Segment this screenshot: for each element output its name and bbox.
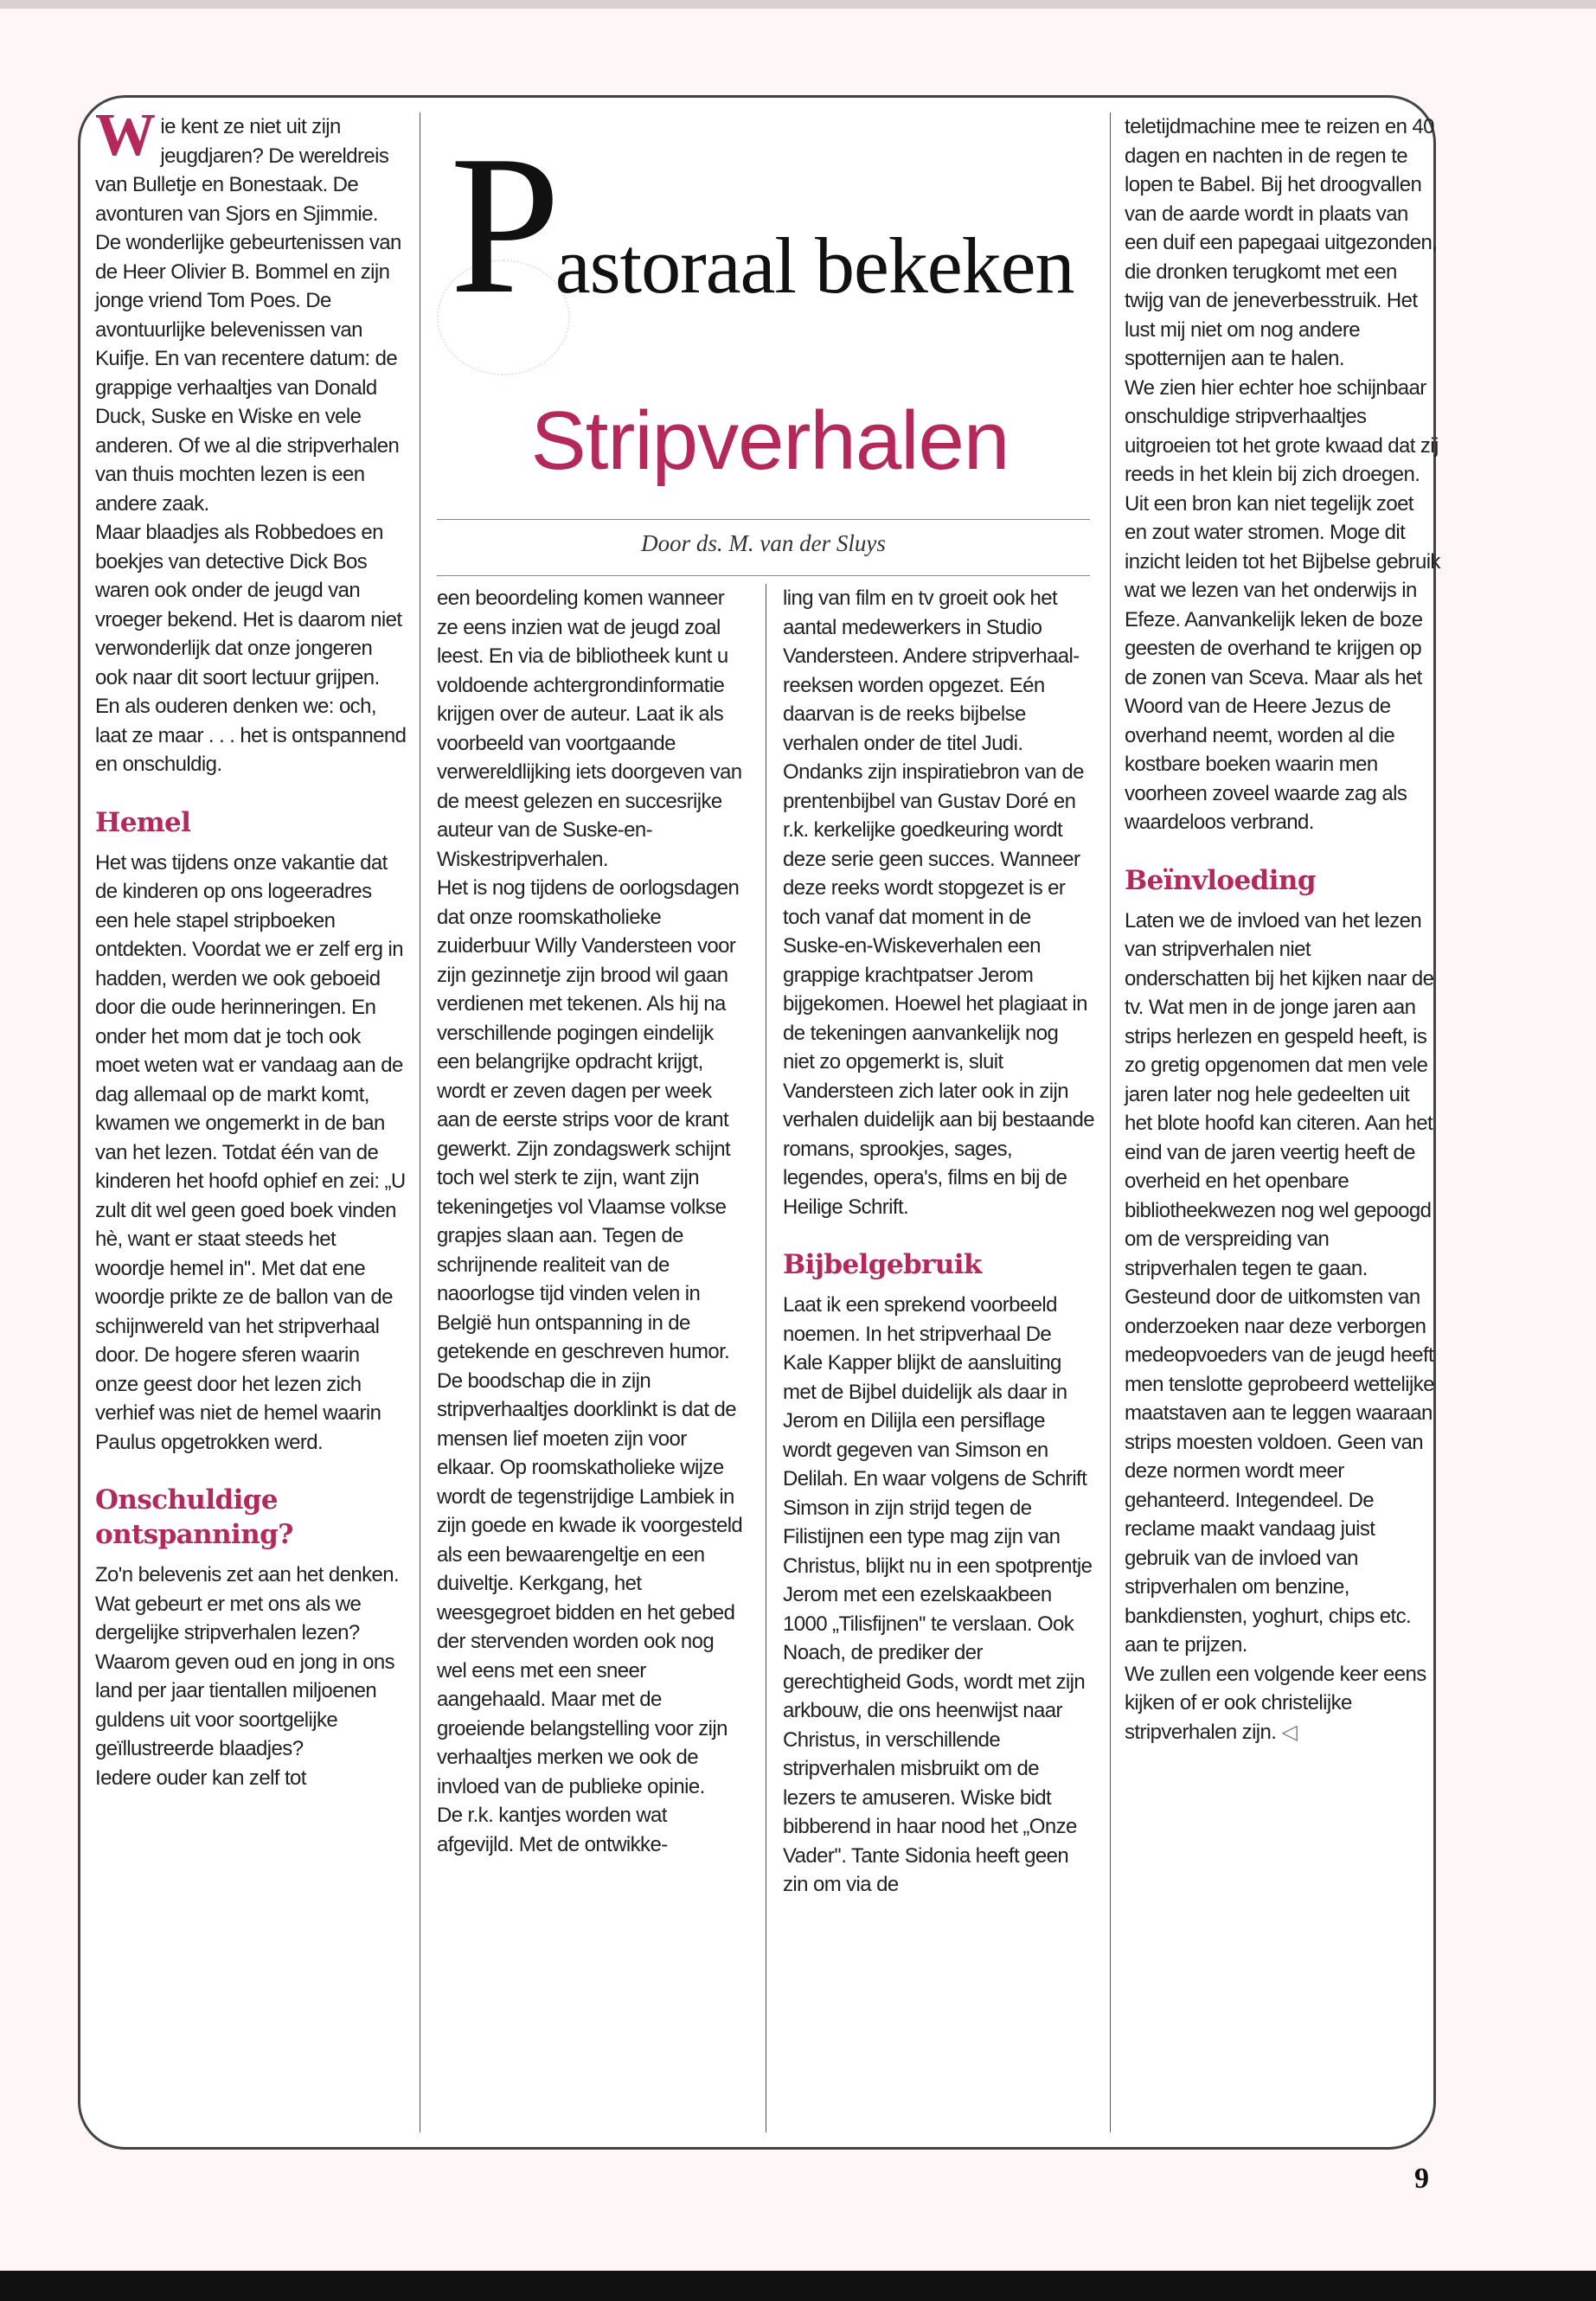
paragraph: De boodschap die in zijn stripverhaaltjes doorklinkt is dat de mensen lief moeten zijn voor elkaar. Op roomskatholieke wijze wordt de tegenstrijdige Lambiek in zijn goede en kwade ik voorgesteld als een bewaarengeltje en een duiveltje. Kerkgang, het weesgegroet bidden en het gebed der stervenden worden ook nog wel eens met een sneer aangehaald. Maar met de groeiende belangstelling voor zijn verhaaltjes merken we ook de invloed van de publieke opinie. bbox=[437, 1368, 743, 1798]
closing-text: We zullen een volgende keer eens kijken of er ook christelijke stripverhalen zijn. bbox=[1125, 1662, 1426, 1744]
paragraph bbox=[95, 102, 407, 518]
section-heading: Beïnvloeding bbox=[1125, 864, 1316, 896]
scan-top-edge bbox=[0, 0, 1596, 9]
paragraph: De r.k. kantjes worden wat afgevijld. Met de ontwikke- bbox=[437, 1804, 668, 1856]
paragraph: Iedere ouder kan zelf tot bbox=[95, 1766, 306, 1790]
byline-rule-top bbox=[437, 519, 1090, 520]
page-number: 9 bbox=[1414, 2163, 1429, 2195]
column-1 bbox=[95, 102, 407, 1792]
column-2 bbox=[437, 584, 748, 1859]
column-3 bbox=[783, 584, 1094, 1900]
drop-cap: W bbox=[95, 102, 156, 169]
column-divider bbox=[1110, 112, 1111, 2132]
end-mark-icon: ◁ bbox=[1281, 1720, 1298, 1744]
scan-bottom-edge bbox=[0, 2271, 1596, 2301]
masthead-text: astoraal bekeken bbox=[554, 221, 1074, 310]
paragraph: Zo'n belevenis zet aan het denken. Wat gebeurt er met ons als we dergelijke stripverhalen lezen? Waarom geven oud en jong in ons land per jaar tientallen miljoenen guldens uit voor soortgelijke geïllustreerde blaadjes? bbox=[95, 1563, 400, 1760]
byline: Door ds. M. van der Sluys bbox=[641, 530, 886, 556]
paragraph: Het is nog tijdens de oorlogsdagen dat onze roomskatholieke zuiderbuur Willy Vandersteen voor zijn gezinnetje zijn brood wil gaan verdienen met tekenen. Als hij na verschillende pogingen eindelijk een belangrijke opdracht krijgt, wordt er zeven dagen per week aan de eerste strips voor de krant gewerkt. Zijn zondagswerk schijnt toch wel sterk te zijn, want zijn tekeningetjes vol Vlaamse volkse grapjes slaan aan. Tegen de schrijnende realiteit van de naoorlogse tijd vinden velen in België hun ontspanning in de getekende en geschreven humor. bbox=[437, 876, 740, 1363]
paragraph: teletijdmachine mee te reizen en 40 dagen en nachten in de regen te lopen te Babel. Bij het droogvallen van de aarde wordt in plaats van een duif een papegaai uitgezonden, die dronken terugkomt met een twijg van de jeneverbesstruik. Het lust mij niet om nog andere spotternijen aan te halen. bbox=[1125, 115, 1438, 370]
paragraph: Laat ik een sprekend voorbeeld noemen. In het stripverhaal De Kale Kapper blijkt de aansluiting met de Bijbel duidelijk als daar in Jerom en Dilijla een persiflage wordt gegeven van Simson en Delilah. En waar volgens de Schrift Simson in zijn strijd tegen de Filistijnen een type mag zijn van Christus, blijkt nu in een spotprentje Jerom met een ezelskaakbeen 1000 „Tilisfijnen'' te verslaan. Ook Noach, de prediker der gerechtigheid Gods, wordt met zijn arkbouw, die ons heenwijst naar Christus, in verschillende stripverhalen misbruikt om de lezers te amuseren. Wiske bidt bibberend in haar nood het „Onze Vader''. Tante Sidonia heeft geen zin om via de bbox=[783, 1293, 1093, 1896]
intro-text: ie kent ze niet uit zijn jeugdjaren? De wereldreis van Bulletje en Bonestaak. De avonturen van Sjors en Sjimmie. De wonderlijke gebeurtenissen van de Heer Olivier B. Bommel en zijn jonge vriend Tom Poes. De avontuurlijke belevenissen van Kuifje. En van recentere datum: de grappige verhaaltjes van Donald Duck, Suske en Wiske en vele anderen. Of we al die stripverhalen van thuis mochten lezen is een andere zaak. bbox=[95, 115, 401, 516]
section-heading: Onschuldige ontspanning? bbox=[95, 1484, 293, 1550]
paragraph: Het was tijdens onze vakantie dat de kinderen op ons logeeradres een hele stapel stripboeken ontdekten. Voordat we er zelf erg in hadden, werden we ook geboeid door die oude herinneringen. En onder het mom dat je toch ook moet weten wat er vandaag aan de dag allemaal op de markt komt, kwamen we ongemerkt in de ban van het lezen. Totdat één van de kinderen het hoofd ophief en zei: „U zult dit wel geen goed boek vinden hè, want er staat steeds het woordje hemel in''. Met dat ene woordje prikte ze de ballon van de schijnwereld van het stripverhaal door. De hogere sferen waarin onze geest door het lezen zich verhief was niet de hemel waarin Paulus opgetrokken werd. bbox=[95, 850, 406, 1454]
masthead bbox=[450, 114, 1107, 335]
section-heading: Bijbelgebruik bbox=[783, 1249, 982, 1280]
paragraph: Maar blaadjes als Robbedoes en boekjes van detective Dick Bos waren ook onder de jeugd van vroeger bekend. Het is daarom niet verwonderlijk dat onze jongeren ook naar dit soort lectuur grijpen. En als ouderen denken we: och, laat ze maar . . . het is ontspannend en onschuldig. bbox=[95, 521, 407, 776]
column-4 bbox=[1125, 112, 1440, 1747]
paragraph: ling van film en tv groeit ook het aantal medewerkers in Studio Vandersteen. Andere stripverhaal-reeksen worden opgezet. Eén daarvan is de reeks bijbelse verhalen onder de titel Judi. Ondanks zijn inspiratiebron van de prentenbijbel van Gustav Doré en r.k. kerkelijke goedkeuring wordt deze serie geen succes. Wanneer deze reeks wordt stopgezet is er toch vanaf dat moment in de Suske-en-Wiskeverhalen een grappige krachtpatser Jerom bijgekomen. Hoewel het plagiaat in de tekeningen aanvankelijk nog niet zo opgemerkt is, sluit Vandersteen zich later ook in zijn verhalen duidelijk aan bij bestaande romans, sprookjes, sages, legendes, opera's, films en bij de Heilige Schrift. bbox=[783, 586, 1095, 1219]
paragraph bbox=[1125, 1660, 1440, 1747]
paragraph: Laten we de invloed van het lezen van stripverhalen niet onderschatten bij het kijken naar de tv. Wat men in de jonge jaren aan strips herlezen en gespeld heeft, is zo gretig opgenomen dat men vele jaren later nog hele gedeelten uit het blote hoofd kan citeren. Aan het eind van de jaren veertig heeft de overheid en het openbare bibliotheekwezen nog wel gepoogd om de verspreiding van stripverhalen tegen te gaan. Gesteund door de uitkomsten van onderzoeken naar deze verborgen medeopvoeders van de jeugd heeft men tenslotte geprobeerd wettelijke maatstaven aan te leggen waaraan strips moesten voldoen. Geen van deze normen wordt meer gehanteerd. Integendeel. De reclame maakt vandaag juist gebruik van de invloed van stripverhalen om benzine, bankdiensten, yoghurt, chips etc. aan te prijzen. bbox=[1125, 908, 1434, 1657]
paragraph: een beoordeling komen wanneer ze eens inzien wat de jeugd zoal leest. En via de bibliotheek kunt u voldoende achtergrondinformatie krijgen over de auteur. Laat ik als voorbeeld van voortgaande verwereldlijking iets doorgeven van de meest gelezen en succesrijke auteur van de Suske-en-Wiskestripverhalen. bbox=[437, 586, 742, 871]
byline-rule-bottom bbox=[437, 575, 1090, 576]
section-heading: Hemel bbox=[95, 806, 191, 838]
masthead-initial: P bbox=[450, 114, 561, 335]
paragraph: We zien hier echter hoe schijnbaar onschuldige stripverhaaltjes uitgroeien tot het grote kwaad dat zij reeds in het klein bij zich droegen. Uit een bron kan niet tegelijk zoet en zout water stromen. Moge dit inzicht leiden tot het Bijbelse gebruik wat we lezen van het onderwijs in Efeze. Aanvankelijk leken de boze geesten de overhand te krijgen op de zonen van Sceva. Maar als het Woord van de Heere Jezus de overhand neemt, worden al die kostbare boeken waarin men voorheen zoveel waarde zag als waardeloos verbrand. bbox=[1125, 375, 1440, 834]
article-title: Stripverhalen bbox=[530, 394, 1010, 487]
